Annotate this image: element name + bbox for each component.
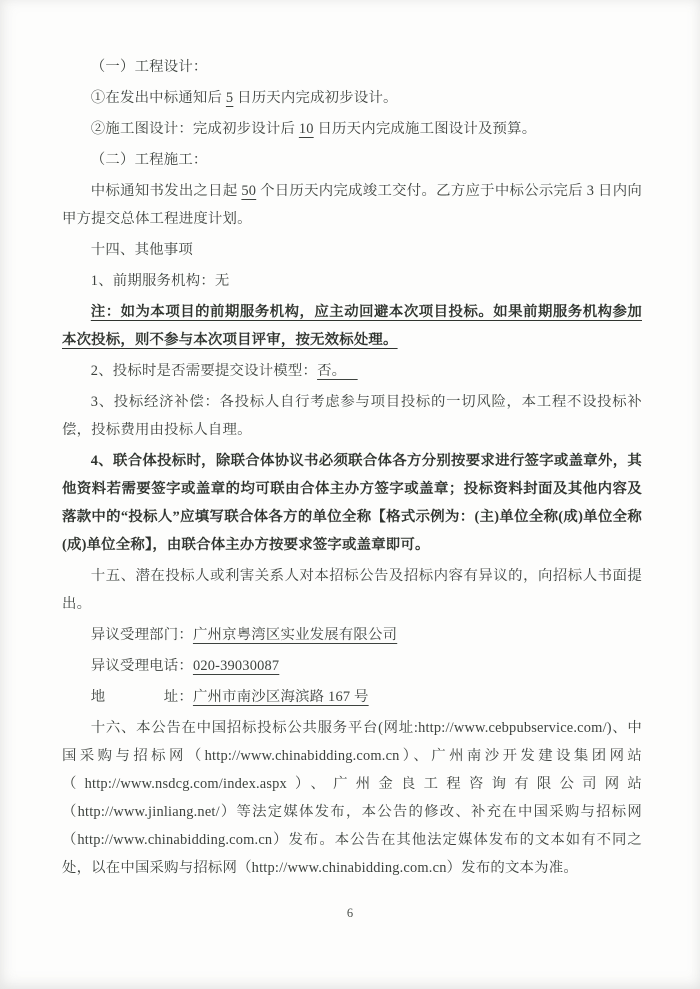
clause-construction-title: （二）工程施工：	[90, 152, 208, 168]
objection-phone-row	[62, 652, 642, 680]
field-label: 异议受理电话：	[90, 658, 193, 674]
objection-address-row	[62, 683, 642, 711]
text-run: 2、投标时是否需要提交设计模型：	[90, 363, 318, 379]
item-2-design-model	[62, 357, 642, 385]
item-3-compensation: 3、投标经济补偿：各投标人自行考虑参与项目投标的一切风险，本工程不设投标补偿，投标费用由投标人自理。	[62, 394, 642, 438]
item-1-preliminary-service: 1、前期服务机构：无	[90, 273, 230, 289]
text-run: 日历天内完成施工图设计及预算。	[313, 121, 537, 137]
clause-construction-drawing	[62, 115, 642, 143]
underlined-value: 10	[298, 121, 314, 137]
section-16-media-publication: 十六、本公告在中国招标投标公共服务平台(网址:http://www.cebpubservice.com/)、中国采购与招标网（http://www.chinabidding.com.cn）、广州南沙开发建设集团网站（http://www.nsdcg.com/index.aspx）、广州金良工程咨询有限公司网站（http://www.jinliang.net/）等法定媒体发布，本公告的修改、补充在中国采购与招标网（http://www.chinabidding.com.cn）发布。本公告在其他法定媒体发布的文本如有不同之处，以在中国采购与招标网（http://www.chinabidding.com.cn）发布的文本为准。	[62, 720, 642, 876]
text-run: ①在发出中标通知后	[90, 90, 226, 106]
text-run: 个日历天内完成竣工交付。乙方应于中标公示完后 3 日内向甲方提交总体工程进度计划。	[62, 183, 642, 227]
section-14-heading: 十四、其他事项	[90, 242, 193, 258]
page-number: 6	[346, 906, 354, 920]
underlined-value: 否。	[317, 363, 358, 379]
text-run: 日历天内完成初步设计。	[233, 90, 398, 106]
text-run: ②施工图设计：完成初步设计后	[90, 121, 299, 137]
objection-phone-value: 020-39030087	[192, 658, 280, 674]
clause-design-title: （一）工程设计：	[90, 59, 208, 75]
clause-preliminary-design	[62, 84, 642, 112]
field-label: 异议受理部门：	[90, 627, 193, 643]
clause-completion-deadline	[62, 177, 642, 233]
field-label: 地 址：	[90, 689, 193, 705]
section-15-objection: 十五、潜在投标人或利害关系人对本招标公告及招标内容有异议的，向招标人书面提出。	[62, 568, 642, 612]
objection-address-value: 广州市南沙区海滨路 167 号	[192, 689, 369, 705]
underlined-value: 50	[241, 183, 257, 199]
underlined-value: 5	[225, 90, 234, 106]
item-4-consortium-bidding: 4、联合体投标时，除联合体协议书必须联合体各方分别按要求进行签字或盖章外，其他资料若需要签字或盖章的均可联由合体主办方签字或盖章；投标资料封面及其他内容及落款中的“投标人”应填写联合体各方的单位全称【格式示例为：(主)单位全称(成)单位全称(成)单位全称】，由联合体主办方按要求签字或盖章即可。	[62, 453, 642, 553]
objection-department-row	[62, 621, 642, 649]
text-run: 中标通知书发出之日起	[90, 183, 242, 199]
objection-department-value: 广州京粤湾区实业发展有限公司	[192, 627, 398, 643]
note-avoidance-rule: 注：如为本项目的前期服务机构，应主动回避本次项目投标。如果前期服务机构参加本次投标，则不参与本次项目评审，按无效标处理。	[62, 304, 642, 348]
